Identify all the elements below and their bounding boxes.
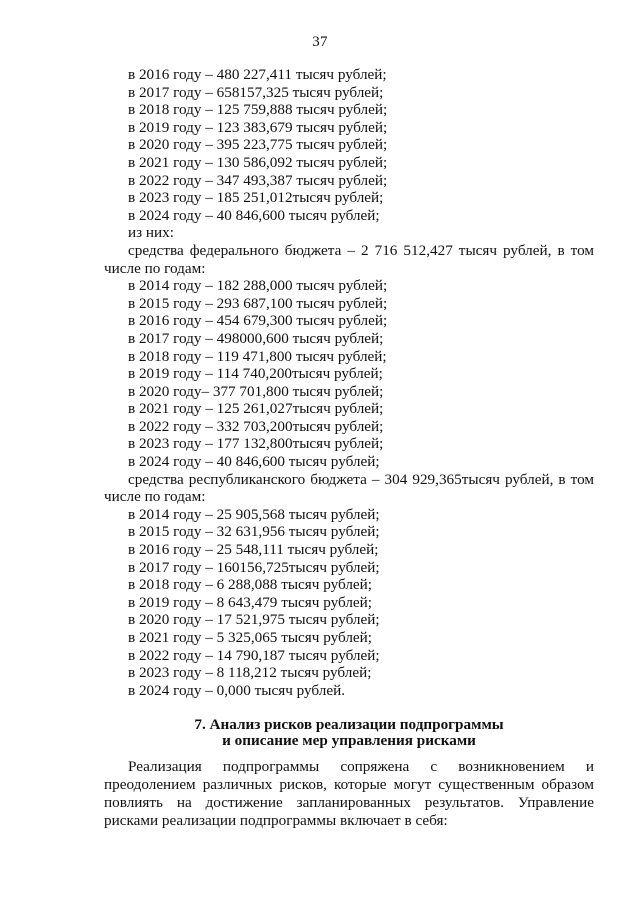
text-line: в 2014 году – 25 905,568 тысяч рублей; <box>128 505 380 523</box>
federal-budget-intro: средства федерального бюджета – 2 716 512,427 тысяч рублей, в том <box>128 241 594 259</box>
lines-a <box>104 66 594 242</box>
text-line: в 2018 году – 125 759,888 тысяч рублей; <box>128 101 388 119</box>
text-line: в 2015 году – 32 631,956 тысяч рублей; <box>128 523 380 541</box>
text-line: в 2014 году – 182 288,000 тысяч рублей; <box>128 277 388 295</box>
text-line: в 2022 году – 332 703,200тысяч рублей; <box>128 417 384 435</box>
text-line: в 2017 году – 498000,600 тысяч рублей; <box>128 329 384 347</box>
text-line: в 2018 году – 6 288,088 тысяч рублей; <box>128 576 373 594</box>
text-line: в 2021 году – 125 261,027тысяч рублей; <box>128 400 384 418</box>
section-heading <box>104 717 594 748</box>
text-line: в 2019 году – 8 643,479 тысяч рублей; <box>128 593 373 611</box>
text-line: из них: <box>128 224 174 242</box>
heading-line: и описание мер управления рисками <box>222 731 476 749</box>
text-line: в 2016 году – 25 548,111 тысяч рублей; <box>128 541 379 559</box>
text-line: в 2019 году – 114 740,200тысяч рублей; <box>128 365 383 383</box>
lines-c <box>104 506 594 700</box>
text-line: в 2024 году – 0,000 тысяч рублей. <box>128 681 346 699</box>
section-paragraph <box>104 758 594 830</box>
text-line: в 2023 году – 8 118,212 тысяч рублей; <box>128 664 372 682</box>
text-line: в 2017 году – 658157,325 тысяч рублей; <box>128 83 384 101</box>
text-line: в 2015 году – 293 687,100 тысяч рублей; <box>128 294 388 312</box>
text-line: в 2017 году – 160156,725тысяч рублей; <box>128 558 380 576</box>
text-line: в 2024 году – 40 846,600 тысяч рублей; <box>128 206 380 224</box>
lines-b <box>104 277 594 471</box>
text-line: в 2021 году – 5 325,065 тысяч рублей; <box>128 629 373 646</box>
text-line: в 2016 году – 454 679,300 тысяч рублей; <box>128 312 388 330</box>
text-line: в 2018 году – 119 471,800 тысяч рублей; <box>128 347 387 365</box>
paragraph-text: Реализация подпрограммы сопряжена с возникновением и преодолением различных рисков, которые могут существенным образом повлиять на достижение запланированных результатов. Управление рисками реализации подпрограммы включает в себя: <box>104 757 594 829</box>
text-line: в 2023 году – 177 132,800тысяч рублей; <box>128 435 384 453</box>
text-line: в 2020 году – 17 521,975 тысяч рублей; <box>128 611 380 629</box>
text-line: в 2022 году – 14 790,187 тысяч рублей; <box>128 646 380 664</box>
republic-budget-cont: числе по годам: <box>104 488 206 506</box>
republic-budget-intro: средства республиканского бюджета – 304 929,365тысяч рублей, в том <box>128 470 594 488</box>
text-line: в 2022 году – 347 493,387 тысяч рублей; <box>128 171 388 189</box>
text-line: в 2023 году – 185 251,012тысяч рублей; <box>128 189 384 207</box>
text-line: в 2016 году – 480 227,411 тысяч рублей; <box>128 66 387 83</box>
text-line: в 2020 году – 395 223,775 тысяч рублей; <box>128 136 388 154</box>
text-line: в 2024 году – 40 846,600 тысяч рублей; <box>128 453 380 471</box>
heading-line: 7. Анализ рисков реализации подпрограммы <box>194 716 504 734</box>
text-line: в 2021 году – 130 586,092 тысяч рублей; <box>128 153 388 171</box>
text-line: в 2019 году – 123 383,679 тысяч рублей; <box>128 118 388 136</box>
document-body <box>104 66 594 830</box>
text-line: в 2020 году– 377 701,800 тысяч рублей; <box>128 382 384 400</box>
federal-budget-cont: числе по годам: <box>104 259 206 277</box>
page-number: 37 <box>312 34 328 50</box>
